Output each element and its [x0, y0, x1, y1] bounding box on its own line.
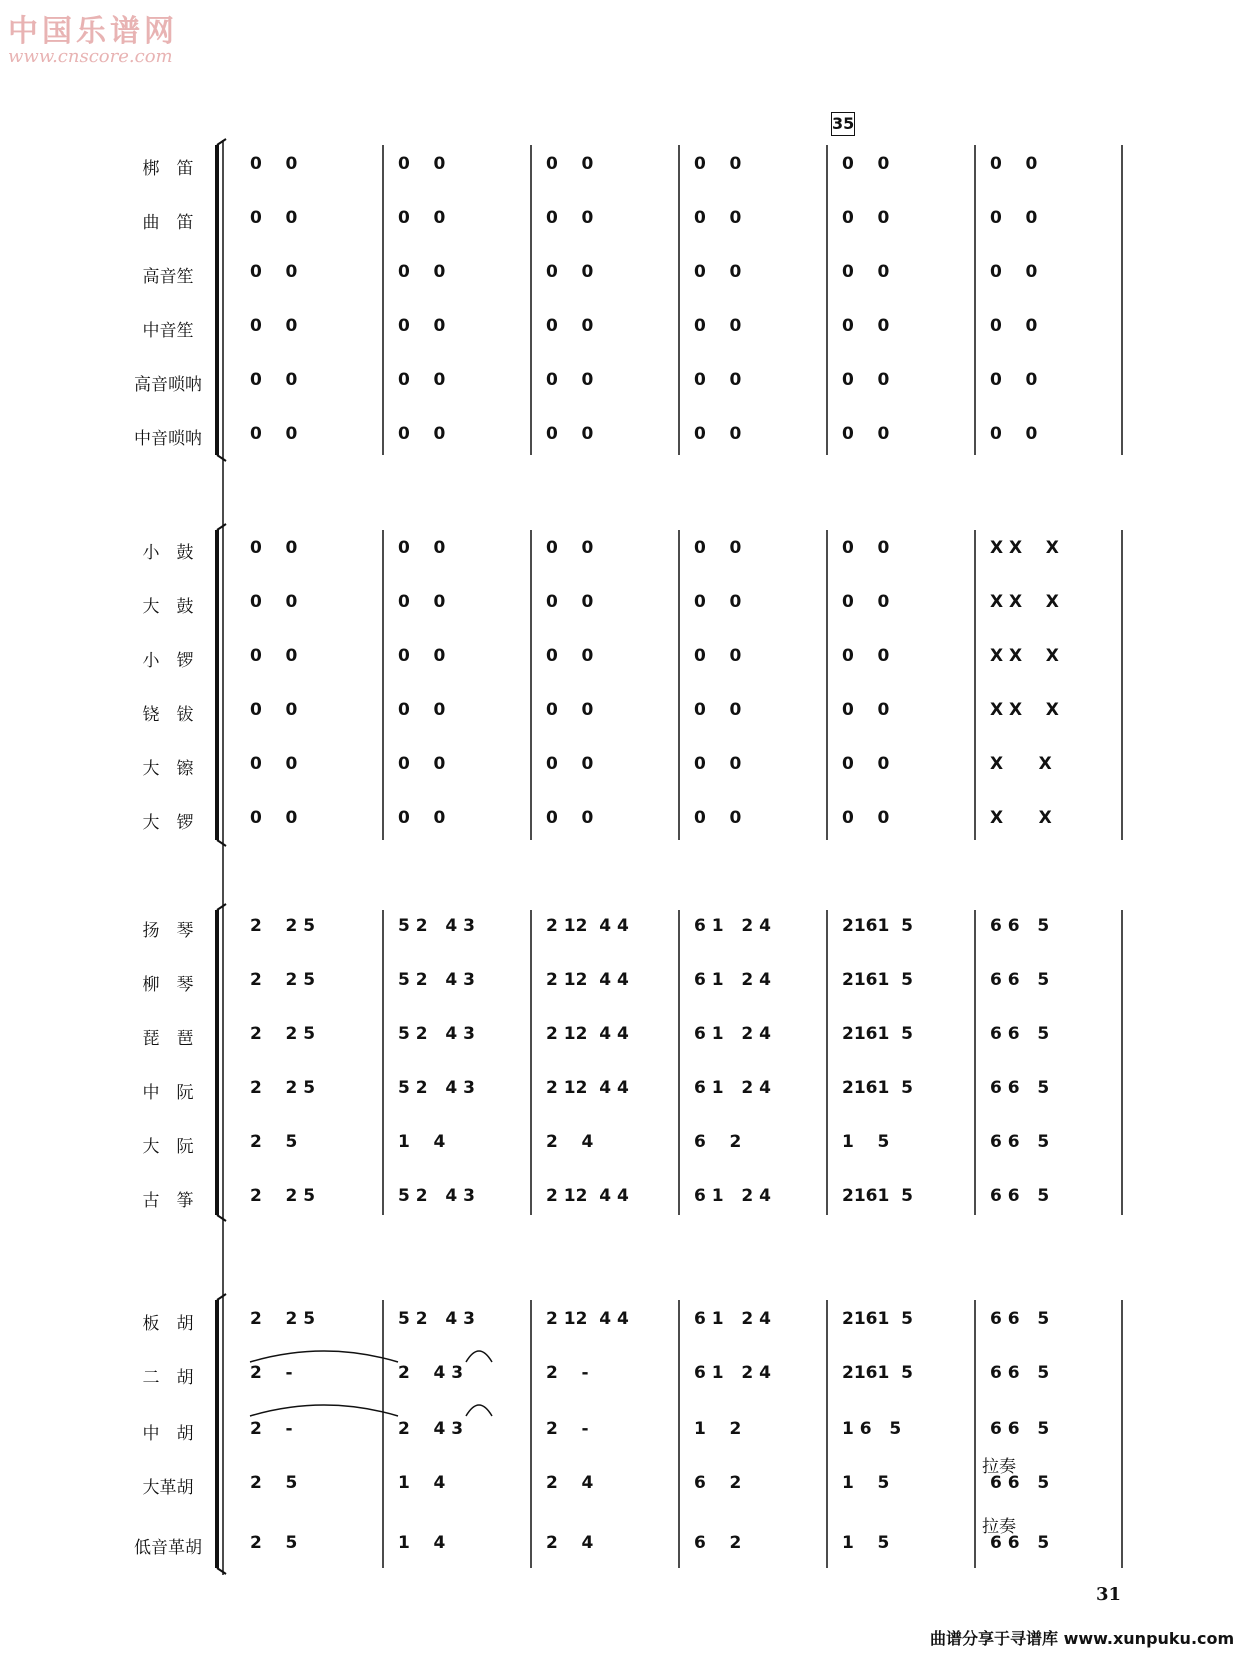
measure-notes: 2 2 5 [250, 1309, 316, 1329]
measure-notes: 0 0 [250, 262, 298, 282]
measure-notes: 0 0 [250, 538, 298, 558]
measure-notes: 2 4 3 [398, 1419, 464, 1439]
bowing-annotation: 拉奏 [982, 1517, 1016, 1537]
group-bracket-hook [217, 1568, 226, 1574]
measure-notes: 0 0 [398, 262, 446, 282]
measure-notes: 6 1 2 4 [694, 1309, 771, 1329]
measure-notes: 6 6 5 [990, 1078, 1050, 1098]
instrument-label: 板 胡 [142, 1314, 194, 1334]
instrument-label: 大 鼓 [142, 597, 194, 617]
measure-notes: 0 0 [694, 754, 742, 774]
measure-notes: 0 0 [398, 424, 446, 444]
measure-notes: 0 0 [546, 316, 594, 336]
measure-notes: 2 5 [250, 1132, 298, 1152]
measure-notes: 1 5 [842, 1473, 890, 1493]
measure-notes: 2 12 4 4 [546, 916, 629, 936]
measure-notes: 0 0 [842, 592, 890, 612]
group-bracket-hook [217, 904, 226, 910]
measure-notes: 0 0 [250, 316, 298, 336]
instrument-label: 梆 笛 [142, 159, 194, 179]
group-bracket-hook [217, 1294, 226, 1300]
measure-notes: 0 0 [398, 370, 446, 390]
instrument-label: 中音笙 [142, 321, 194, 341]
group-bracket-hook [217, 840, 226, 846]
group-bracket-hook [217, 455, 226, 461]
measure-notes: 0 0 [250, 592, 298, 612]
measure-notes: 2 5 [250, 1473, 298, 1493]
instrument-label: 大革胡 [142, 1478, 194, 1498]
measure-notes: 0 0 [546, 646, 594, 666]
measure-notes: 0 0 [546, 208, 594, 228]
measure-notes: 2 12 4 4 [546, 970, 629, 990]
measure-notes: 0 0 [250, 646, 298, 666]
measure-notes: 0 0 [250, 208, 298, 228]
measure-notes: 0 0 [546, 154, 594, 174]
bowing-annotation: 拉奏 [982, 1457, 1016, 1477]
measure-notes: 2 4 [546, 1533, 594, 1553]
measure-notes: X X X [990, 538, 1059, 558]
measure-notes: 0 0 [546, 754, 594, 774]
measure-notes: 6 6 5 [990, 1363, 1050, 1383]
measure-notes: 2 4 [546, 1132, 594, 1152]
measure-notes: 2 2 5 [250, 970, 316, 990]
measure-notes: 0 0 [546, 700, 594, 720]
measure-notes: 0 0 [990, 424, 1038, 444]
measure-notes: 2161 5 [842, 1363, 913, 1383]
measure-notes: 2161 5 [842, 970, 913, 990]
instrument-label: 曲 笛 [142, 213, 194, 233]
rehearsal-mark: 35 [831, 112, 855, 136]
slur [466, 1405, 492, 1416]
measure-notes: X X [990, 808, 1052, 828]
measure-notes: 2 4 3 [398, 1363, 464, 1383]
measure-notes: 6 6 5 [990, 916, 1050, 936]
tie-slur [250, 1351, 398, 1362]
measure-notes: 6 1 2 4 [694, 1363, 771, 1383]
measure-notes: 0 0 [250, 808, 298, 828]
measure-notes: 0 0 [842, 646, 890, 666]
instrument-label: 大 锣 [142, 813, 194, 833]
measure-notes: 2 5 [250, 1533, 298, 1553]
measure-notes: 5 2 4 3 [398, 1078, 475, 1098]
measure-notes: 1 2 [694, 1419, 742, 1439]
measure-notes: 2161 5 [842, 1078, 913, 1098]
measure-notes: 0 0 [546, 538, 594, 558]
group-bracket-hook [217, 1215, 226, 1221]
measure-notes: 2 - [546, 1363, 589, 1383]
measure-notes: 0 0 [842, 424, 890, 444]
measure-notes: 0 0 [842, 754, 890, 774]
measure-notes: 6 6 5 [990, 1309, 1050, 1329]
measure-notes: 2 12 4 4 [546, 1186, 629, 1206]
measure-notes: 0 0 [694, 208, 742, 228]
measure-notes: 2 12 4 4 [546, 1024, 629, 1044]
measure-notes: 2 - [546, 1419, 589, 1439]
measure-notes: 0 0 [546, 262, 594, 282]
measure-notes: 2 2 5 [250, 916, 316, 936]
measure-notes: 0 0 [842, 316, 890, 336]
measure-notes: 6 6 5 [990, 1473, 1050, 1493]
measure-notes: 0 0 [546, 592, 594, 612]
footer-credit: 曲谱分享于寻谱库 www.xunpuku.com [930, 1629, 1235, 1648]
instrument-label: 中音唢呐 [134, 429, 202, 449]
measure-notes: 1 4 [398, 1473, 446, 1493]
measure-notes: 0 0 [694, 646, 742, 666]
measure-notes: 0 0 [990, 154, 1038, 174]
measure-notes: 0 0 [842, 538, 890, 558]
measure-notes: 1 6 5 [842, 1419, 902, 1439]
measure-notes: 6 1 2 4 [694, 1024, 771, 1044]
measure-notes: 0 0 [398, 538, 446, 558]
measure-notes: 1 5 [842, 1533, 890, 1553]
tie-slur [250, 1405, 398, 1416]
measure-notes: 0 0 [398, 700, 446, 720]
measure-notes: 0 0 [546, 424, 594, 444]
measure-notes: 1 4 [398, 1132, 446, 1152]
instrument-label: 高音唢呐 [134, 375, 202, 395]
measure-notes: 0 0 [250, 700, 298, 720]
measure-notes: 0 0 [250, 154, 298, 174]
measure-notes: X X [990, 754, 1052, 774]
measure-notes: 0 0 [842, 370, 890, 390]
measure-notes: 0 0 [842, 262, 890, 282]
instrument-label: 中 胡 [142, 1424, 194, 1444]
measure-notes: 6 1 2 4 [694, 1186, 771, 1206]
measure-notes: 2 2 5 [250, 1024, 316, 1044]
measure-notes: 0 0 [546, 808, 594, 828]
instrument-label: 二 胡 [142, 1368, 194, 1388]
measure-notes: 0 0 [990, 370, 1038, 390]
page-number: 31 [1096, 1584, 1122, 1605]
measure-notes: 0 0 [398, 316, 446, 336]
measure-notes: 6 6 5 [990, 1186, 1050, 1206]
measure-notes: 6 6 5 [990, 1419, 1050, 1439]
measure-notes: 0 0 [694, 316, 742, 336]
group-bracket-hook [217, 139, 226, 145]
measure-notes: 6 2 [694, 1132, 742, 1152]
measure-notes: 0 0 [694, 370, 742, 390]
measure-notes: 0 0 [694, 262, 742, 282]
measure-notes: 0 0 [990, 262, 1038, 282]
measure-notes: 5 2 4 3 [398, 1024, 475, 1044]
measure-notes: 0 0 [694, 592, 742, 612]
measure-notes: 2 4 [546, 1473, 594, 1493]
measure-notes: 0 0 [694, 700, 742, 720]
measure-notes: 0 0 [694, 424, 742, 444]
measure-notes: 2 12 4 4 [546, 1309, 629, 1329]
instrument-label: 小 锣 [142, 651, 194, 671]
measure-notes: 0 0 [842, 154, 890, 174]
measure-notes: 0 0 [990, 316, 1038, 336]
measure-notes: 0 0 [694, 154, 742, 174]
measure-notes: 6 1 2 4 [694, 916, 771, 936]
measure-notes: X X X [990, 592, 1059, 612]
instrument-label: 中 阮 [142, 1083, 194, 1103]
measure-notes: 2 - [250, 1419, 293, 1439]
measure-notes: 5 2 4 3 [398, 1309, 475, 1329]
measure-notes: 0 0 [842, 700, 890, 720]
instrument-label: 柳 琴 [142, 975, 194, 995]
measure-notes: 2161 5 [842, 916, 913, 936]
measure-notes: 2 12 4 4 [546, 1078, 629, 1098]
measure-notes: 5 2 4 3 [398, 916, 475, 936]
measure-notes: 2 2 5 [250, 1078, 316, 1098]
instrument-label: 低音革胡 [134, 1538, 202, 1558]
instrument-label: 琵 琶 [142, 1029, 194, 1049]
instrument-label: 小 鼓 [142, 543, 194, 563]
measure-notes: 0 0 [694, 538, 742, 558]
instrument-label: 扬 琴 [142, 921, 194, 941]
measure-notes: 6 6 5 [990, 1533, 1050, 1553]
group-bracket-hook [217, 524, 226, 530]
instrument-label: 大 阮 [142, 1137, 194, 1157]
measure-notes: 6 6 5 [990, 1024, 1050, 1044]
measure-notes: 1 4 [398, 1533, 446, 1553]
measure-notes: 6 2 [694, 1473, 742, 1493]
measure-notes: 0 0 [398, 808, 446, 828]
instrument-label: 高音笙 [142, 267, 194, 287]
measure-notes: 6 6 5 [990, 970, 1050, 990]
measure-notes: 0 0 [694, 808, 742, 828]
measure-notes: 6 2 [694, 1533, 742, 1553]
measure-notes: 0 0 [546, 370, 594, 390]
measure-notes: 2161 5 [842, 1309, 913, 1329]
measure-notes: X X X [990, 700, 1059, 720]
measure-notes: 0 0 [250, 370, 298, 390]
measure-notes: 5 2 4 3 [398, 970, 475, 990]
measure-notes: 6 1 2 4 [694, 1078, 771, 1098]
measure-notes: 6 1 2 4 [694, 970, 771, 990]
watermark-url: www.cnscore.com [8, 46, 173, 67]
measure-notes: 0 0 [398, 754, 446, 774]
measure-notes: 0 0 [842, 208, 890, 228]
measure-notes: 6 6 5 [990, 1132, 1050, 1152]
measure-notes: 1 5 [842, 1132, 890, 1152]
measure-notes: 2 2 5 [250, 1186, 316, 1206]
instrument-label: 铙 钹 [142, 705, 194, 725]
slur [466, 1351, 492, 1362]
measure-notes: 0 0 [398, 592, 446, 612]
measure-notes: 2 - [250, 1363, 293, 1383]
measure-notes: 0 0 [398, 154, 446, 174]
instrument-label: 古 筝 [142, 1191, 194, 1211]
measure-notes: 2161 5 [842, 1186, 913, 1206]
measure-notes: 0 0 [990, 208, 1038, 228]
measure-notes: 2161 5 [842, 1024, 913, 1044]
measure-notes: 0 0 [398, 646, 446, 666]
measure-notes: 0 0 [250, 754, 298, 774]
watermark-title: 中国乐谱网 [8, 14, 178, 49]
measure-notes: 5 2 4 3 [398, 1186, 475, 1206]
measure-notes: 0 0 [842, 808, 890, 828]
instrument-label: 大 镲 [142, 759, 194, 779]
measure-notes: 0 0 [398, 208, 446, 228]
measure-notes: X X X [990, 646, 1059, 666]
measure-notes: 0 0 [250, 424, 298, 444]
